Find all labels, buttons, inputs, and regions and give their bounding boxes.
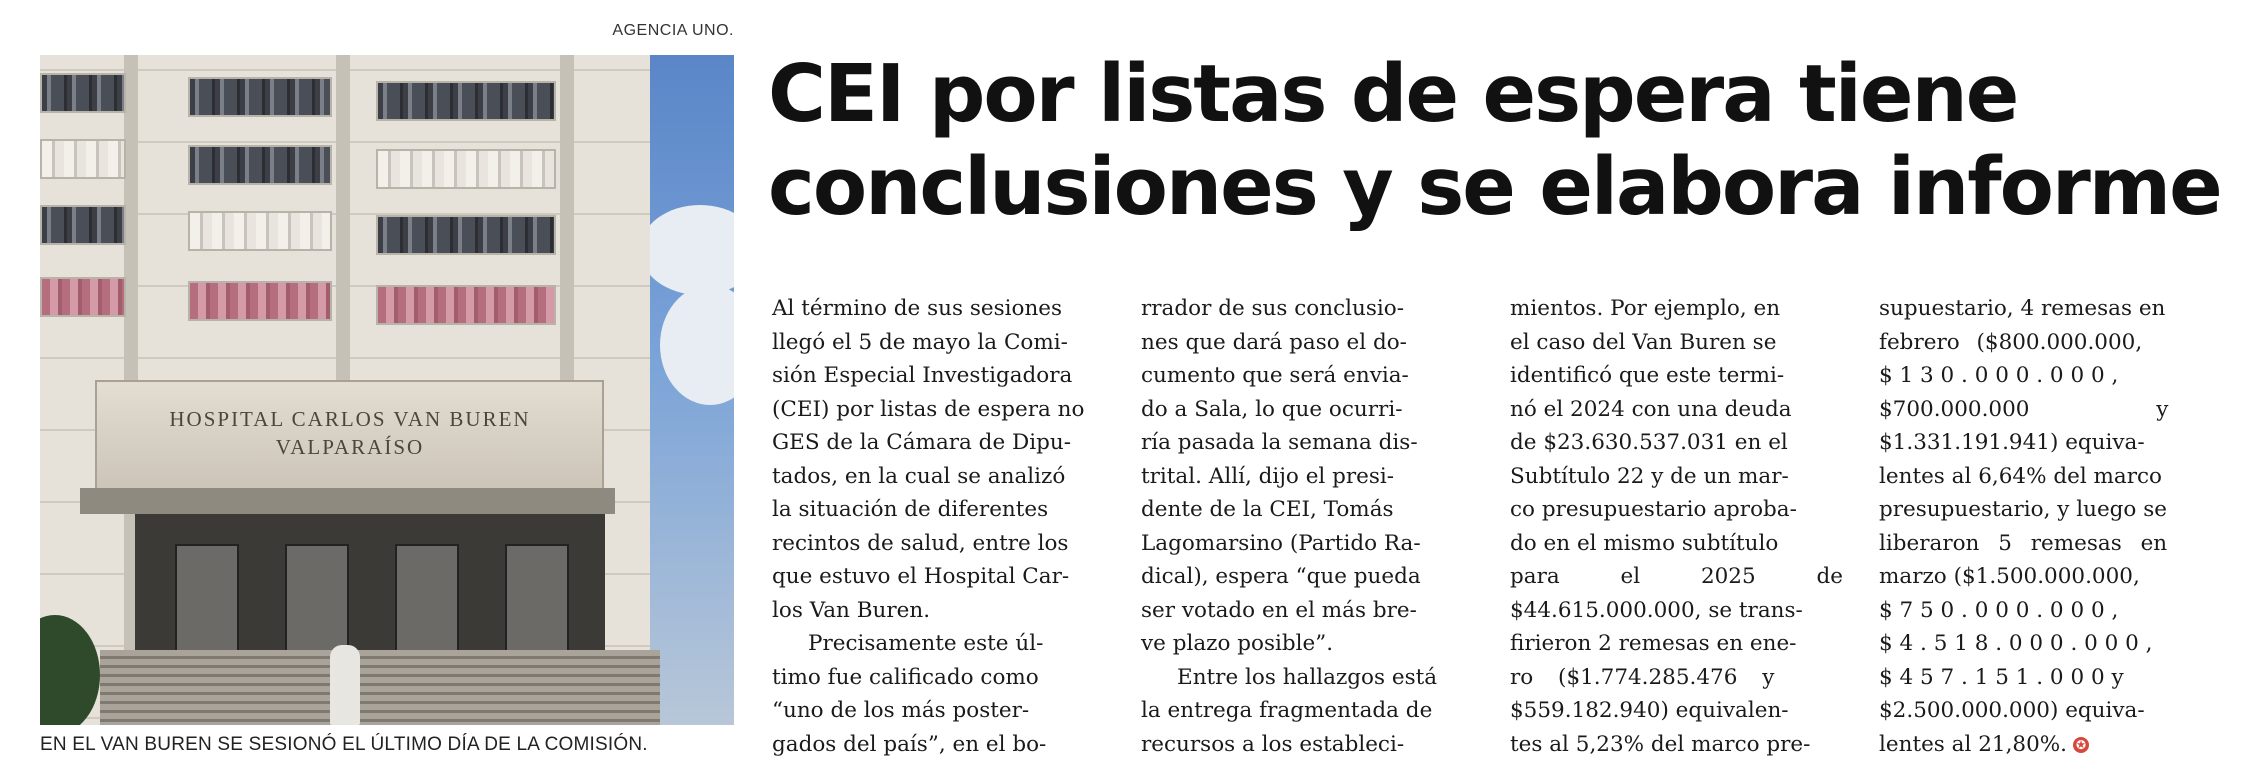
text-line: liberaron 5 remesas en — [1879, 530, 2168, 556]
text-line: presupuestario, y luego se — [1879, 497, 2167, 522]
window-row — [40, 277, 126, 317]
window-row — [188, 77, 332, 117]
text-line: marzo ($1.500.000.000, — [1879, 564, 2140, 589]
text-line: do a Sala, lo que ocurri- — [1141, 396, 1403, 422]
text-line: $ 4 5 7 . 1 5 1 . 0 0 0 y — [1879, 664, 2124, 690]
text-line: ro ($1.774.285.476 y — [1510, 664, 1775, 690]
window-row — [376, 81, 556, 121]
text-line: firieron 2 remesas en ene- — [1510, 631, 1797, 656]
cloud-shape — [660, 285, 734, 405]
photo-credit: AGENCIA UNO. — [612, 22, 734, 39]
article-headline — [768, 48, 2238, 234]
text-line: dical), espera “que pueda — [1141, 564, 1421, 589]
text-line: Precisamente este úl- — [808, 631, 1044, 656]
text-line: recintos de salud, entre los — [772, 530, 1069, 556]
text-line: que estuvo el Hospital Car- — [772, 564, 1070, 589]
paragraph — [1141, 292, 1473, 661]
text-line: $44.615.000.000, se trans- — [1510, 597, 1803, 623]
window-row — [40, 73, 126, 113]
text-line: de $23.630.537.031 en el — [1510, 430, 1788, 455]
text-line: $1.331.191.941) equiva- — [1879, 430, 2145, 455]
text-line: supuestario, 4 remesas en — [1879, 296, 2166, 321]
building-entrance — [135, 514, 605, 664]
headline-line: conclusiones y se elabora informe — [768, 141, 2221, 233]
text-line: Al término de sus sesiones — [772, 296, 1063, 321]
paragraph — [772, 627, 1104, 761]
paragraph — [1879, 292, 2211, 761]
text-line: el caso del Van Buren se — [1510, 329, 1777, 355]
text-line: (CEI) por listas de espera no — [772, 396, 1085, 422]
article-photo — [40, 55, 734, 725]
bust-statue — [330, 645, 360, 725]
text-line: mientos. Por ejemplo, en — [1510, 296, 1781, 321]
text-line: cumento que será envia- — [1141, 363, 1409, 388]
text-line: $559.182.940) equivalen- — [1510, 698, 1789, 723]
text-line: ser votado en el más bre- — [1141, 597, 1417, 623]
text-line: lentes al 6,64% del marco — [1879, 463, 2163, 489]
headline-line: CEI por listas de espera tiene — [768, 48, 2018, 140]
text-line: tados, en la cual se analizó — [772, 463, 1066, 489]
end-of-article-icon: ✪ — [2073, 737, 2089, 753]
paragraph — [1141, 661, 1473, 762]
paragraph — [772, 292, 1104, 627]
text-line: los Van Buren. — [772, 597, 931, 623]
text-line: Subtítulo 22 y de un mar- — [1510, 463, 1789, 489]
canopy-shadow — [80, 488, 615, 514]
building-sign-line2: VALPARAÍSO — [275, 435, 425, 459]
text-line: gados del país”, en el bo- — [772, 731, 1047, 757]
paragraph — [1510, 292, 1842, 761]
text-line: $ 1 3 0 . 0 0 0 . 0 0 0 , — [1879, 363, 2119, 388]
article-column-2 — [1141, 292, 1473, 761]
text-line-last — [1879, 728, 2211, 762]
window-row — [40, 139, 126, 179]
text-line: ría pasada la semana dis- — [1141, 430, 1418, 455]
text-line: para el 2025 de — [1510, 564, 1843, 589]
building-sign-line1: HOSPITAL CARLOS VAN BUREN — [169, 407, 531, 431]
photo-caption: EN EL VAN BUREN SE SESIONÓ EL ÚLTIMO DÍA DE LA COMISIÓN. — [40, 734, 648, 755]
text-line: Lagomarsino (Partido Ra- — [1141, 530, 1421, 556]
window-row — [188, 145, 332, 185]
text-line: dente de la CEI, Tomás — [1141, 497, 1394, 522]
text-line: recursos a los estableci- — [1141, 731, 1405, 757]
text-line: la situación de diferentes — [772, 497, 1049, 522]
entrance-stairs — [100, 650, 660, 725]
text-line: Entre los hallazgos está — [1177, 664, 1438, 690]
text-line: $2.500.000.000) equiva- — [1879, 698, 2145, 723]
text-line: lentes al 21,80%. — [1879, 731, 2068, 757]
text-line: la entrega fragmentada de — [1141, 698, 1433, 723]
article-column-1 — [772, 292, 1104, 761]
text-line: nes que dará paso el do- — [1141, 329, 1407, 355]
text-line: $ 7 5 0 . 0 0 0 . 0 0 0 , — [1879, 597, 2119, 623]
text-line: timo fue calificado como — [772, 664, 1039, 690]
text-line: llegó el 5 de mayo la Comi- — [772, 329, 1068, 355]
text-line: do en el mismo subtítulo — [1510, 530, 1779, 556]
text-line: trital. Allí, dijo el presi- — [1141, 463, 1395, 489]
window-row — [376, 285, 556, 325]
text-line: “uno de los más poster- — [772, 698, 1030, 723]
article-column-3 — [1510, 292, 1842, 761]
text-line: ve plazo posible”. — [1141, 631, 1334, 656]
window-row — [40, 205, 126, 245]
text-line: co presupuestario aproba- — [1510, 497, 1797, 522]
window-row — [376, 215, 556, 255]
article-column-4 — [1879, 292, 2211, 761]
cloud-shape — [640, 205, 734, 295]
text-line: $700.000.000 y — [1879, 396, 2169, 422]
text-line: identificó que este termi- — [1510, 363, 1785, 388]
text-line: $ 4 . 5 1 8 . 0 0 0 . 0 0 0 , — [1879, 631, 2153, 656]
text-line: tes al 5,23% del marco pre- — [1510, 731, 1811, 757]
window-row — [376, 149, 556, 189]
text-line: sión Especial Investigadora — [772, 363, 1073, 388]
window-row — [188, 281, 332, 321]
hospital-building — [40, 55, 650, 725]
text-line: rrador de sus conclusio- — [1141, 296, 1404, 321]
window-row — [188, 211, 332, 251]
text-line: nó el 2024 con una deuda — [1510, 396, 1792, 422]
text-line: GES de la Cámara de Dipu- — [772, 430, 1071, 455]
text-line: febrero ($800.000.000, — [1879, 329, 2143, 355]
